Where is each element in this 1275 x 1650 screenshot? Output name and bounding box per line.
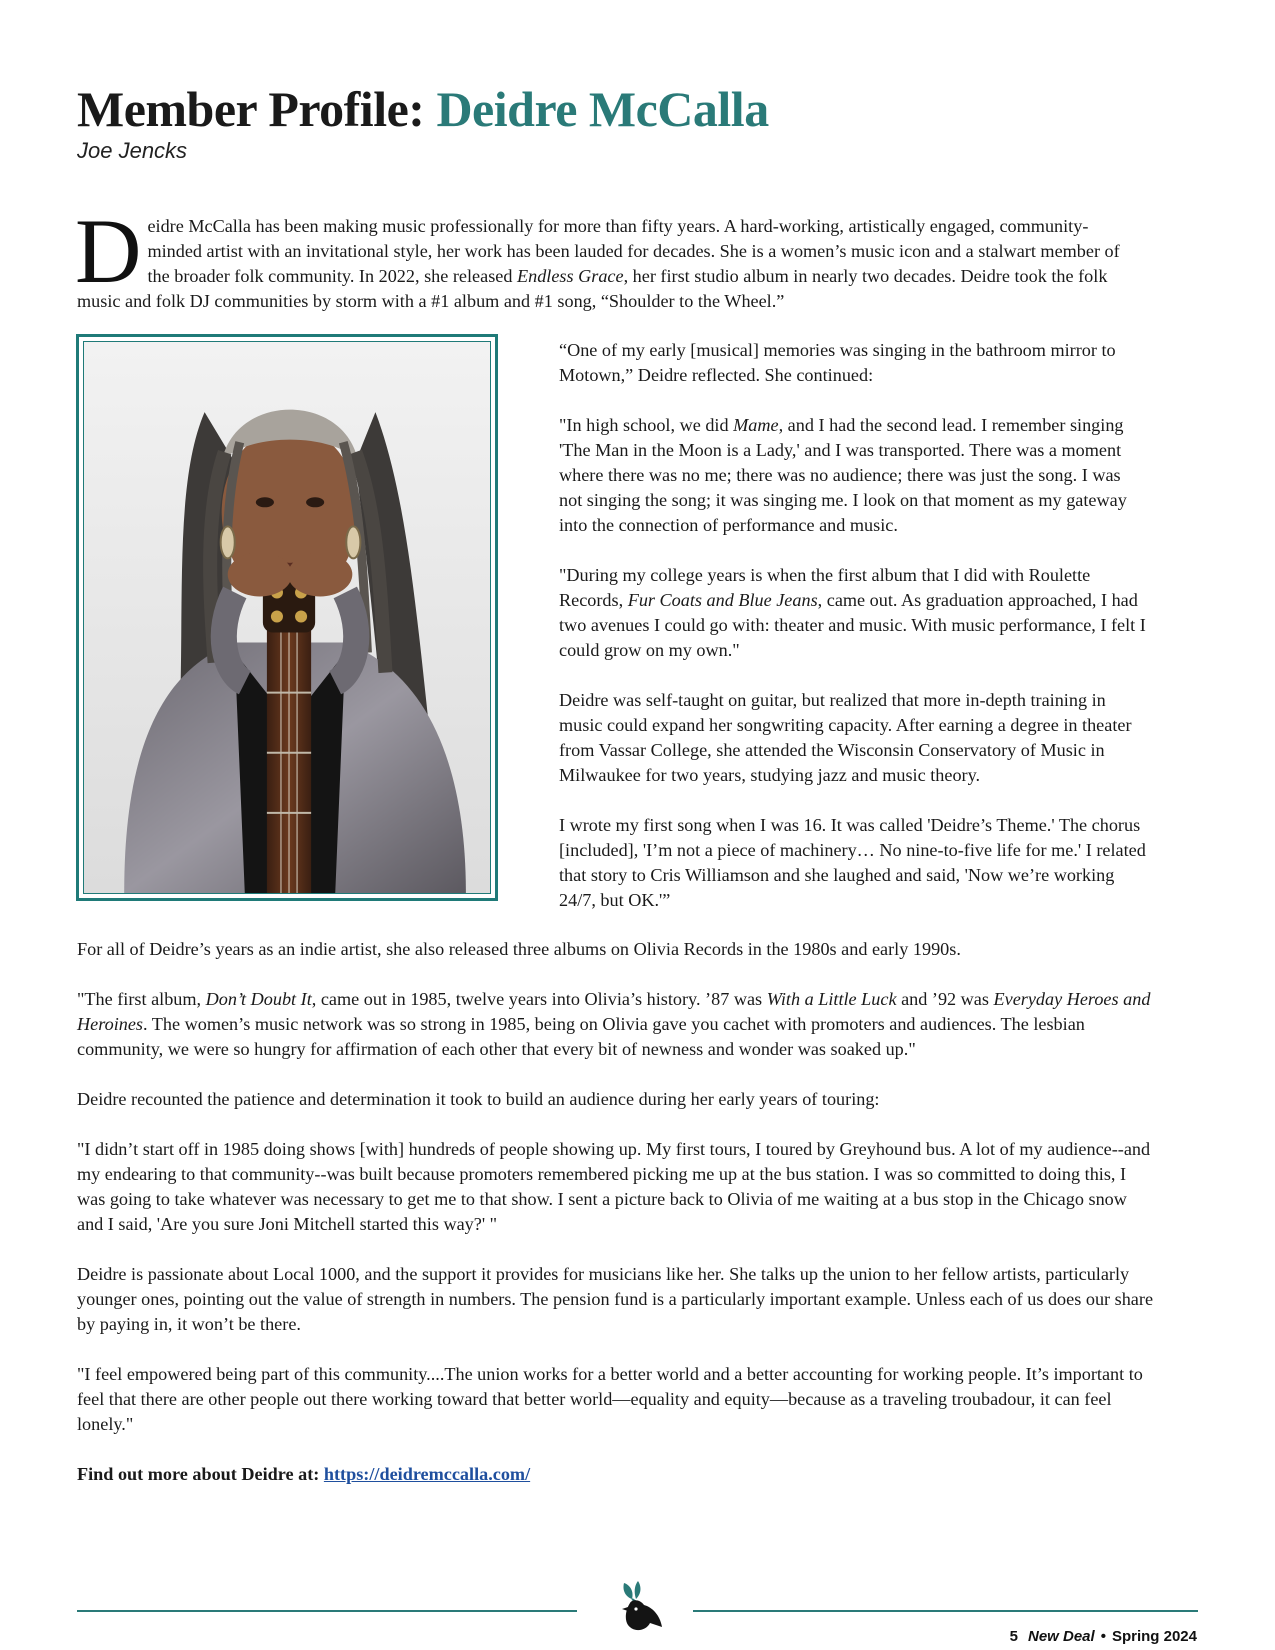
album-title-with-a-little-luck: With a Little Luck (766, 989, 897, 1009)
paragraph-first-album (77, 987, 1155, 1062)
find-out-more (77, 1462, 1155, 1487)
issue-label: Spring 2024 (1111, 1628, 1197, 1645)
intro-text-a: eidre McCalla has been making music professionally for more than fifty years. A hard-working, artistically engaged, community-minded artist with an invitational style, her work has been lauded for decades. She is a women’s music icon and a stalwart member of the broader folk community. In 2022, she released (147, 216, 1120, 286)
paragraph-high-school (559, 413, 1147, 538)
footer-rule-right (693, 1610, 1198, 1612)
p2-text-a: "In high school, we did (559, 415, 734, 435)
lower-section (77, 937, 1155, 1512)
portrait-illustration (84, 342, 490, 893)
page-footer (1010, 1628, 1197, 1645)
p3-text-b: , came out. As graduation approached, I had two avenues I could go with: theater and music. With music performance, I felt I could grow on my own." (559, 590, 1146, 660)
paragraph-community-quote: "I feel empowered being part of this community....The union works for a better world and a better accounting for working people. It’s important to feel that there are other people out there working toward that better world—equality and equity—because as a traveling troubadour, it can feel lonely." (77, 1364, 1143, 1434)
page-title (77, 82, 769, 137)
right-column (559, 338, 1147, 938)
album-title-endless-grace: Endless Grace (516, 266, 624, 286)
website-link[interactable]: https://deidremccalla.com/ (323, 1464, 531, 1484)
profile-photo (83, 341, 491, 894)
lp2-b: , came out in 1985, twelve years into Olivia’s history. ’87 was (311, 989, 767, 1009)
lp2-d: . The women’s music network was so strong in 1985, being on Olivia gave you cachet with promoters and audiences. The lesbian community, we were so hungry for affirmation of each other that every bit of newness and wonder was soaked up." (77, 1014, 1085, 1059)
title-prefix: Member Profile: (77, 81, 425, 137)
bird-logo-icon (610, 1577, 670, 1637)
paragraph-training: Deidre was self-taught on guitar, but realized that more in-depth training in music could expand her songwriting capacity. After earning a degree in theater from Vassar College, she attended the Wisconsin Conservatory of Music in Milwaukee for two years, studying jazz and music theory. (559, 690, 1132, 785)
title-name: Deidre McCalla (436, 81, 769, 137)
paragraph-local-1000: Deidre is passionate about Local 1000, and the support it provides for musicians like her. She talks up the union to her fellow artists, particularly younger ones, pointing out the value of strength in numbers. The pension fund is a particularly important example. Unless each of us does our share by paying in, it won’t be there. (77, 1264, 1154, 1334)
album-title-dont-doubt-it: Don’t Doubt It (205, 989, 312, 1009)
p2-text-b: and I had the second lead. I remember singing 'The Man in the Moon is a Lady,' and I was transported. There was a moment where there was no me; there was no audience; there was just the song. I was not singing the song; it was singing me. I look on that moment as my gateway into the connection of performance and music. (559, 415, 1127, 535)
paragraph-first-song: I wrote my first song when I was 16. It was called 'Deidre’s Theme.' The chorus [included], 'I’m not a piece of machinery… No nine-to-five life for me.' I related that story to Cris Williamson and she laughed and said, 'Now we’re working 24/7, but OK.'” (559, 815, 1146, 910)
page-number: 5 (1009, 1628, 1018, 1645)
musical-title-mame: Mame, (733, 415, 784, 435)
paragraph-greyhound-quote: "I didn’t start off in 1985 doing shows [with] hundreds of people showing up. My first tours, I toured by Greyhound bus. A lot of my audience--and my endearing to that community--was built because promoters remembered picking me up at the bus station. I was so committed to doing this, I was going to take whatever was necessary to get me to that show. I sent a picture back to Olivia of me waiting at a bus stop in the Chicago snow and I said, 'Are you sure Joni Mitchell started this way?' " (77, 1139, 1151, 1234)
lp2-c: and ’92 was (896, 989, 994, 1009)
paragraph-early-memories: “One of my early [musical] memories was singing in the bathroom mirror to Motown,” Deidre reflected. She continued: (559, 340, 1116, 385)
drop-cap: D (75, 200, 142, 302)
footer-separator: • (1100, 1628, 1106, 1645)
footer-rule-left (77, 1610, 577, 1612)
album-title-fur-coats: Fur Coats and Blue Jeans (627, 590, 818, 610)
intro-text-b: , her first studio album in nearly two decades. Deidre took the folk music and folk DJ communities by storm with a #1 album and #1 song, “Shoulder to the Wheel.” (77, 266, 1108, 311)
album-title-everyday-heroes: Everyday Heroes and Heroines (77, 989, 1151, 1034)
paragraph-touring: Deidre recounted the patience and determination it took to build an audience during her early years of touring: (77, 1089, 880, 1109)
paragraph-college-years (559, 563, 1147, 663)
publication-name: New Deal (1027, 1628, 1095, 1645)
p3-text-a: "During my college years is when the first album that I did with Roulette Records, (559, 565, 1091, 610)
paragraph-olivia-records: For all of Deidre’s years as an indie artist, she also released three albums on Olivia Records in the 1980s and early 1990s. (77, 939, 961, 959)
find-out-more-label: Find out more about Deidre at: (77, 1464, 324, 1484)
lp2-a: "The first album, (77, 989, 206, 1009)
author-byline: Joe Jencks (77, 138, 188, 163)
intro-paragraph (75, 200, 1139, 314)
profile-photo-frame (76, 334, 498, 901)
